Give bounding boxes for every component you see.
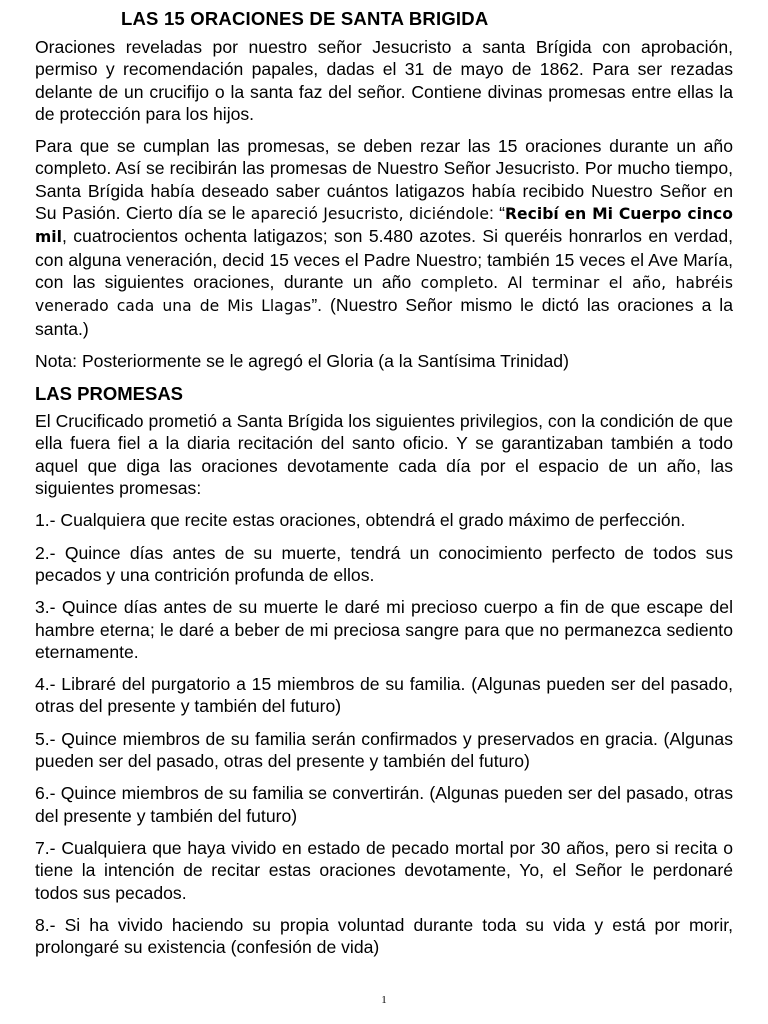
conditions-text-3: : “ [488, 203, 506, 224]
conditions-paragraph [35, 135, 733, 340]
conditions-text-5: , cuatrocientos ochenta latigazos; son 5.480 azotes. Si queréis honrarlos en verdad, con alguna veneración, decid 15 veces el Padre Nuestro; también 15 veces el Ave María, con las siguientes oraciones, durante un año [35, 226, 733, 292]
promise-item: 6.- Quince miembros de su familia se convertirán. (Algunas pueden ser del pasado, otras del presente y también del futuro) [35, 783, 733, 826]
document-page [35, 8, 733, 968]
promise-item: 1.- Cualquiera que recite estas oraciones, obtendrá el grado máximo de perfección. [35, 510, 686, 531]
promise-item: 8.- Si ha vivido haciendo su propia voluntad durante toda su vida y está por morir, prolongaré su existencia (confesión de vida) [35, 914, 733, 958]
nota-paragraph: Nota: Posteriormente se le agregó el Gloria (a la Santísima Trinidad) [35, 350, 569, 371]
promise-item: 3.- Quince días antes de su muerte le daré mi precioso cuerpo a fin de que escape del hambre eterna; le daré a beber de mi preciosa sangre para que no permanezca sediento eternamente. [35, 597, 733, 662]
promise-item: 2.- Quince días antes de su muerte, tendrá un conocimiento perfecto de todos sus pecados y una contrición profunda de ellos. [35, 542, 733, 585]
promise-item: 5.- Quince miembros de su familia serán confirmados y preservados en gracia. (Algunas pueden ser del pasado, otras del presente y también del futuro) [35, 728, 733, 772]
promesas-intro-paragraph: El Crucificado prometió a Santa Brígida los siguientes privilegios, con la condición de que ella fuera fiel a la diaria recitación del santo oficio. Y se garantizaban también a todo aquel que diga las oraciones devotamente cada día por el espacio de un año, las siguientes promesas: [35, 411, 733, 499]
intro-paragraph: Oraciones reveladas por nuestro señor Jesucristo a santa Brígida con aprobación, permiso y recomendación papales, dadas el 31 de mayo de 1862. Para ser rezadas delante de un crucifijo o la santa faz del señor. Contiene divinas promesas entre ellas la de protección para los hijos. [35, 37, 733, 124]
promise-item: 7.- Cualquiera que haya vivido en estado de pecado mortal por 30 años, pero si recita o tiene la intención de recitar estas oraciones devotamente, Yo, el Señor le perdonaré todos sus pecados. [35, 837, 733, 903]
promesas-heading: LAS PROMESAS [35, 383, 184, 405]
conditions-text-2: apareció Jesucristo, diciéndole [250, 205, 489, 224]
page-number: 1 [381, 994, 387, 1006]
conditions-text-6: completo. Al terminar el año, habréis venerado cada una de Mis Llagas [35, 273, 733, 316]
promise-item: 4.- Libraré del purgatorio a 15 miembros de su familia. (Algunas pueden ser del pasado, otras del presente y también del futuro) [35, 674, 733, 717]
document-title: LAS 15 ORACIONES DE SANTA BRIGIDA [121, 8, 489, 29]
conditions-text-1: Para que se cumplan las promesas, se deben rezar las 15 oraciones durante un año completo. Así se recibirán las promesas de Nuestro Señor Jesucristo. Por mucho tiempo, Santa Brígida había deseado saber cuántos latigazos había recibido Nuestro Señor en Su Pasión. Cierto día se le [35, 136, 733, 224]
conditions-text-4: Recibí en Mi Cuerpo cinco mil [35, 205, 734, 247]
conditions-text-7: ”. (Nuestro Señor mismo le dictó las oraciones a la santa.) [35, 295, 733, 339]
